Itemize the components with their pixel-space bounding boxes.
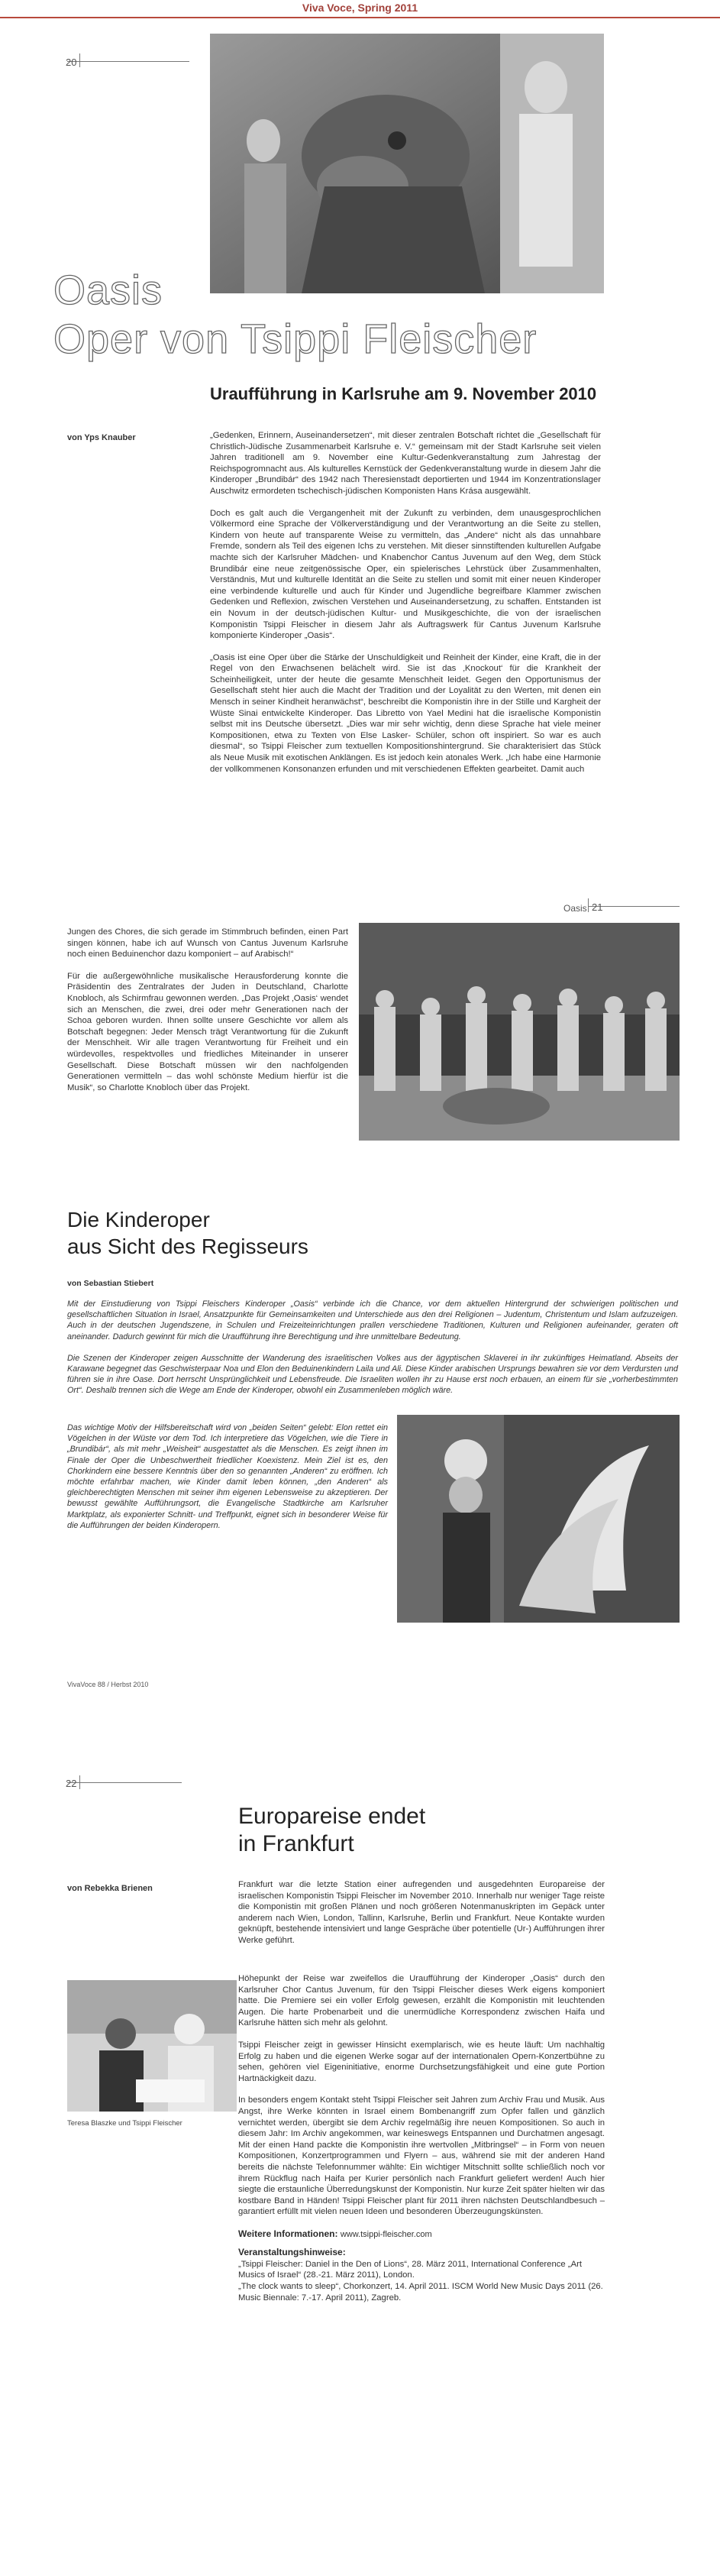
article-body — [210, 430, 601, 785]
page-number: 22 — [66, 1778, 77, 1789]
byline: von Sebastian Stiebert — [67, 1279, 154, 1288]
paragraph: Für die außergewöhnliche musikalische Herausforderung konnte die Präsidentin des Zentralrates der Juden in Deutschland, Charlotte Knobloch, als Schirmfrau gewonnen werden. „Das Projekt ‚Oasis‘ wendet sich an Menschen, die zwei, drei oder mehr Generationen nach der Schoa geboren wurden. Ihnen sollte unsere Geschichte vor allem als Botschaft begegnen: Jeder Mensch trägt Verantwortung für die Zukunft der Menschheit. Wir alle tragen Verantwortung für Freiheit und ein würdevolles, respektvolles und friedliches Miteinander in unserer Gesellschaft. Diese Botschaft müssen wir den nachfolgenden Generationen vermitteln – das wohl schönste Medium hierfür ist die Musik“, so Charlotte Knobloch über das Projekt. — [67, 971, 348, 1092]
opera-photo-puppet — [210, 34, 604, 293]
article-title-line2: in Frankfurt — [238, 1831, 354, 1856]
events-title: Veranstaltungshinweise: — [238, 2246, 346, 2257]
event-item: „Tsippi Fleischer: Daniel in the Den of Lions“, 28. März 2011, International Conference „Art Musics of Israel“ (28.-21. März 2011), London. — [238, 2259, 583, 2280]
article-body-italic — [67, 1422, 388, 1542]
article-body — [67, 927, 348, 1104]
opera-photo-choir — [359, 923, 680, 1141]
page-number: 21 — [592, 901, 603, 913]
article-subtitle: Uraufführung in Karlsruhe am 9. November 2010 — [210, 384, 597, 403]
page-rule — [67, 1782, 182, 1783]
section-title-line1: Die Kinderoper — [67, 1208, 210, 1231]
photo-two-women — [67, 1980, 237, 2112]
byline: von Rebekka Brienen — [67, 1884, 153, 1893]
article-title-line1: Europareise endet — [238, 1804, 426, 1829]
article-intro — [238, 1879, 605, 1957]
paragraph: „Gedenken, Erinnern, Auseinandersetzen“, mit dieser zentralen Botschaft richtet die „Gesellschaft für Christlich-Jüdische Zusammenarbeit Karlsruhe e. V.“ gemeinsam mit der Stadt Karlsruhe seit vielen Jahren traditionell am 9. November eine Kultur-Gedenkveranstaltung zum Jahrestag der Reichspogromnacht aus. Als kulturelles Kernstück der Gedenkveranstaltung wurde in diesem Jahr die Kinderoper „Brundibár“ des 1942 nach Theresienstadt deportierten und 1944 im Konzentrationslager Auschwitz ermordeten tschechisch-jüdischen Komponisten Hans Krása ausgewählt. — [210, 431, 601, 496]
paragraph: Frankfurt war die letzte Station einer aufregenden und ausgedehnten Europareise der israelischen Komponistin Tsippi Fleischer im November 2010. Innerhalb nur weniger Tage reiste die Komponistin mit großen Plänen und noch größeren Notenmanuskripten im Gepäck unter anderem nach Wien, London, Tallinn, Karlsruhe, Berlin und Frankfurt. Neue Kontakte wurden geknüpft, bestehende intensiviert und lange Gespräche über potentielle (Ur-) Aufführungen ihrer Werke geführt. — [238, 1880, 605, 1945]
header-title: Viva Voce, Spring 2011 — [302, 2, 418, 14]
paragraph: Das wichtige Motiv der Hilfsbereitschaft wird von „beiden Seiten“ gelebt: Elon rettet ein Vögelchen in der Wüste vor dem Tod. Ich interpretiere das Vögelchen, wie die Tiere in „Brundibár“, als mit mehr „Weisheit“ ausgestattet als die Menschen. Es zeigt ihnen im Finale der Oper die Unbeschwertheit friedlicher Koexistenz. Mein Ziel ist es, den Chorkindern eine bessere Kenntnis über den so genannten „Anderen“ zu eröffnen. Ich möchte erfahrbar machen, wie Kinder damit leben können, „den Anderen“ als gleichberechtigten Menschen mit seiner ihm eigenen Lebensweise zu akzeptieren. Der bewusst gewählte Aufführungsort, die Evangelische Stadtkirche am Karlsruher Marktplatz, als exponierter Schnitt- und Treffpunkt, eignet sich in besonderer Weise für die Aufführungen der beiden Kinderopern. — [67, 1423, 388, 1530]
more-info-link[interactable]: www.tsippi-fleischer.com — [340, 2229, 432, 2239]
article-title-line1: Oasis — [53, 267, 163, 313]
paragraph: Doch es galt auch die Vergangenheit mit der Zukunft zu verbinden, dem unausgesprochlichen Völkermord eine Sprache der Völkerverständigung und der Verantwortung an die Seite zu stellen, Kindern von heute auf transparente Weise zu vermitteln, das „Andere“ nicht als das unnahbare Fremde, sondern als Teil des eigenen Ichs zu verstehen. Mit dieser sinnstiftenden kulturellen Aufgabe machte sich der Karlsruher Mädchen- und Knabenchor Cantus Juvenum auf den Weg, dem Stück Brundibár eine neue zeitgenössische Oper, ein spielerisches Lehrstück über Zusammenhalten, Verständnis, Mut und kulturelle Identität an die Seite zu stellen und somit mit einer neuen Kinderoper eine verbindende kulturelle und auch für Kinder und Jugendliche begreifbare Klammer zwischen Gedenken und Reflexion, zwischen Verstehen und Auseinandersetzung, zu schaffen. Entstanden ist ein Novum in der deutsch-jüdischen Kultur- und Musikgeschichte, die von der israelischen Komponistin Tsippi Fleischer in diesem Jahr als Auftragswerk für Cantus Juvenum Karlsruhe komponierte Kinderoper „Oasis“. — [210, 508, 601, 641]
paragraph: In besonders engem Kontakt steht Tsippi Fleischer seit Jahren zum Archiv Frau und Musik. Aus Angst, ihre Werke könnten in Israel einem Bombenangriff zum Opfer fallen und gänzlich vernichtet werden, übergibt sie dem Archiv regelmäßig ihre neuen Kompositionen. So auch in diesem Jahr: Im Archiv angekommen, war keineswegs Entspannen und Durchatmen angesagt. Mit der einen Hand packte die Komponistin ihre wertvollen „Mitbringsel“ – in Form von neuen Kompositionen, Konzertprogrammen und Flyern – aus, während sie mit der anderen Hand bereits die nächste Telefonnummer wählte: Ein wichtiger Mitschnitt sollte schließlich noch vor ihrem Rückflug nach Haifa per Kurier persönlich nach Frankfurt geliefert werden! Auch hier siegte die erstaunliche Überredungskunst der Komponistin. Nur kurze Zeit später hielten wir das kostbare Band in Händen! Tsippi Fleischer plant für 2011 ihren nächsten Deutschlandbesuch – garantiert erfüllt mit vielen neuen Ideen und besonderen Überzeugungskünsten. — [238, 2095, 605, 2217]
more-info-label: Weitere Informationen: — [238, 2228, 338, 2239]
opera-photo-bird-costume — [397, 1415, 680, 1623]
header-bar — [0, 0, 720, 18]
byline: von Yps Knauber — [67, 433, 136, 442]
article-body-italic — [67, 1299, 678, 1407]
event-item: „The clock wants to sleep“, Chorkonzert, 14. April 2011. ISCM World New Music Days 2011 (26. Music Biennale: 7.-17. April 2011), Zagreb. — [238, 2282, 603, 2303]
page-rule — [67, 61, 189, 62]
article-body — [238, 1973, 605, 2303]
section-title-line2: aus Sicht des Regisseurs — [67, 1235, 308, 1258]
photo-caption: Teresa Blaszke und Tsippi Fleischer — [67, 2119, 182, 2128]
page-rule — [79, 1775, 80, 1789]
paragraph: „Oasis ist eine Oper über die Stärke der Unschuldigkeit und Reinheit der Kinder, eine Kraft, die in der Regel von den Erwachsenen belächelt wird. Sie ist das ‚Knockout‘ für die Krankheit der Scheinheiligkeit, unter der heute die gesamte Menschheit leidet. Gegen den Opportunismus der Gesellschaft steht hier auch die Macht der Tradition und der Loyalität zu den Werten, mit denen ein Mensch in seiner Kindheit heranwächst“, beschreibt die Komponistin ihre in der Stille und Kargheit der Wüste Sinai entwickelte Kinderoper. Das Libretto von Yael Medini hat die israelische Komponistin selbst mit ins Deutsche übersetzt. „Dies war mir sehr wichtig, denn diese Sprache hat viele meiner Kompositionen, etwa zu Texten von Else Lasker- Schüler, schon oft inspiriert. So war es auch diesmal“, so Tsippi Fleischer zum textuellen Kompositionshintergrund. Sie charakterisiert das Stück als Neue Musik mit exotischen Anklängen. Es ist jedoch kein atonales Werk. „Ich habe eine Harmonie der vollkommenen Konsonanzen erfunden und mit verschiedenen Effekten gearbeitet. Damit auch — [210, 652, 601, 774]
paragraph: Mit der Einstudierung von Tsippi Fleischers Kinderoper „Oasis“ verbinde ich die Chance, vor dem aktuellen Hintergrund der schwierigen politischen und gesellschaftlichen Situation in Israel, Ansatzpunkte für Gemeinsamkeiten und Unterschiede aus den drei Religionen – Judentum, Christentum und Islam aufzuzeigen. Auch in der deutschen Jugendszene, in Schulen und Freizeiteinrichtungen prallen verschiedene Traditionen, Kulturen und Religionen aufeinander, geraten oft aneinander. Dadurch gewinnt für mich die Uraufführung ihre Berechtigung und ihre unmittelbare Bedeutung. — [67, 1299, 678, 1341]
more-info — [238, 2228, 605, 2239]
page-number: 20 — [66, 57, 77, 68]
paragraph: Die Szenen der Kinderoper zeigen Ausschnitte der Wanderung des israelitischen Volkes aus der ägyptischen Sklaverei in ihr zukünftiges Heimatland. Abseits der Karawane begegnet das Geschwisterpaar Noa und Elon den Beduinenkindern Laila und Ali. Diese Kinder arabischen Ursprungs bewahren sie vor dem Verdursten und führen sie in ihre Oase. Dort herrscht Unsprünglichkeit und Lebensfreude. Die Israeliten wollen ihr zu Hause erst noch erbauen, an einem für sie „vorherbestimmten Ort“. Deshalb trennen sich die Wege am Ende der Kinderoper, obwohl ein Zusammenleben möglich wäre. — [67, 1353, 678, 1396]
paragraph: Tsippi Fleischer zeigt in gewisser Hinsicht exemplarisch, wie es heute läuft: Um nachhaltig Erfolg zu haben und die eigenen Werke sogar auf der internationalen Opern-Konzertbühne zu sehen, gehören viel Eigeninitiative, enorme Durchsetzungsfähigkeit und eine gute Portion Hartnäckigkeit dazu. — [238, 2040, 605, 2083]
running-title: Oasis — [563, 903, 587, 914]
page-rule — [588, 898, 589, 912]
paragraph: Höhepunkt der Reise war zweifellos die Uraufführung der Kinderoper „Oasis“ durch den Karlsruher Chor Cantus Juvenum, für den Tsippi Fleischer dieses Werk eigens komponiert hatte. Die Premiere sei ein voller Erfolg gewesen, erzählt die Komponistin mit leuchtenden Augen. Die harte Probenarbeit und die unermüdliche Korrespondenz zwischen Haifa und Karlsruhe hätten sich mehr als gelohnt. — [238, 1974, 605, 2028]
page-footer: VivaVoce 88 / Herbst 2010 — [67, 1681, 149, 1688]
page-rule — [79, 53, 80, 67]
paragraph: Jungen des Chores, die sich gerade im Stimmbruch befinden, einen Part singen können, habe ich auf Wunsch von Cantus Juvenum Karlsruhe noch einen Beduinenchor dazu komponiert – auf Arabisch!“ — [67, 927, 348, 960]
article-title-line2: Oper von Tsippi Fleischer — [53, 316, 538, 362]
